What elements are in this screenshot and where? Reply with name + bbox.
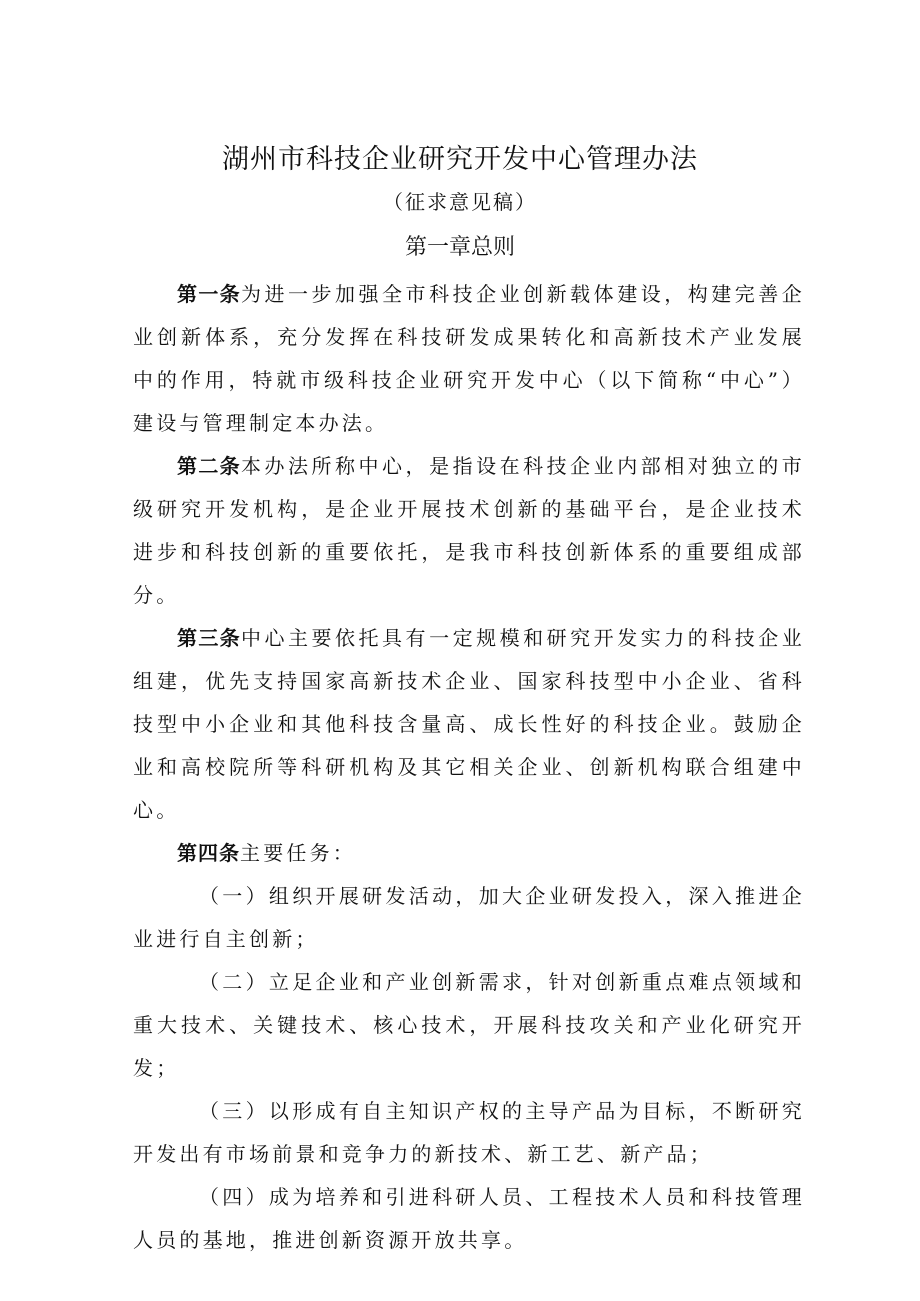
article-3-label: 第三条 (177, 626, 241, 650)
article-3-text: 中心主要依托具有一定规模和研究开发实力的科技企业组建，优先支持国家高新技术企业、国家科技型中小企业、省科技型中小企业和其他科技含量高、成长性好的科技企业。鼓励企业和高校院所等科研机构及其它相关企业、创新机构联合组建中心。 (133, 626, 805, 822)
document-title: 湖州市科技企业研究开发中心管理办法 (222, 144, 698, 175)
article-1 (133, 273, 805, 445)
article-2 (133, 445, 805, 617)
task-item-2: （二）立足企业和产业创新需求，针对创新重点难点领域和重大技术、关键技术、核心技术，开展科技攻关和产业化研究开发； (133, 970, 805, 1080)
article-4 (133, 832, 805, 875)
article-4-text: 主要任务： (240, 841, 356, 865)
task-item-3: （三）以形成有自主知识产权的主导产品为目标，不断研究开发出有市场前景和竞争力的新技术、新工艺、新产品； (133, 1099, 805, 1166)
article-2-label: 第二条 (177, 454, 241, 478)
article-3 (133, 617, 805, 832)
article-1-text: 为进一步加强全市科技企业创新载体建设，构建完善企业创新体系，充分发挥在科技研发成果转化和高新技术产业发展中的作用，特就市级科技企业研究开发中心（以下简称“中心”）建设与管理制定本办法。 (133, 282, 805, 435)
task-item-1: （一）组织开展研发活动，加大企业研发投入，深入推进企业进行自主创新； (133, 884, 805, 951)
task-item-4: （四）成为培养和引进科研人员、工程技术人员和科技管理人员的基地，推进创新资源开放共享。 (133, 1185, 805, 1252)
document-subtitle: （征求意见稿） (383, 190, 537, 214)
article-4-label: 第四条 (177, 841, 240, 865)
article-1-label: 第一条 (177, 282, 241, 306)
article-2-text: 本办法所称中心，是指设在科技企业内部相对独立的市级研究开发机构，是企业开展技术创新的基础平台，是企业技术进步和科技创新的重要依托，是我市科技创新体系的重要组成部分。 (133, 454, 805, 607)
document-body (133, 273, 805, 1262)
chapter-heading: 第一章总则 (404, 235, 515, 260)
